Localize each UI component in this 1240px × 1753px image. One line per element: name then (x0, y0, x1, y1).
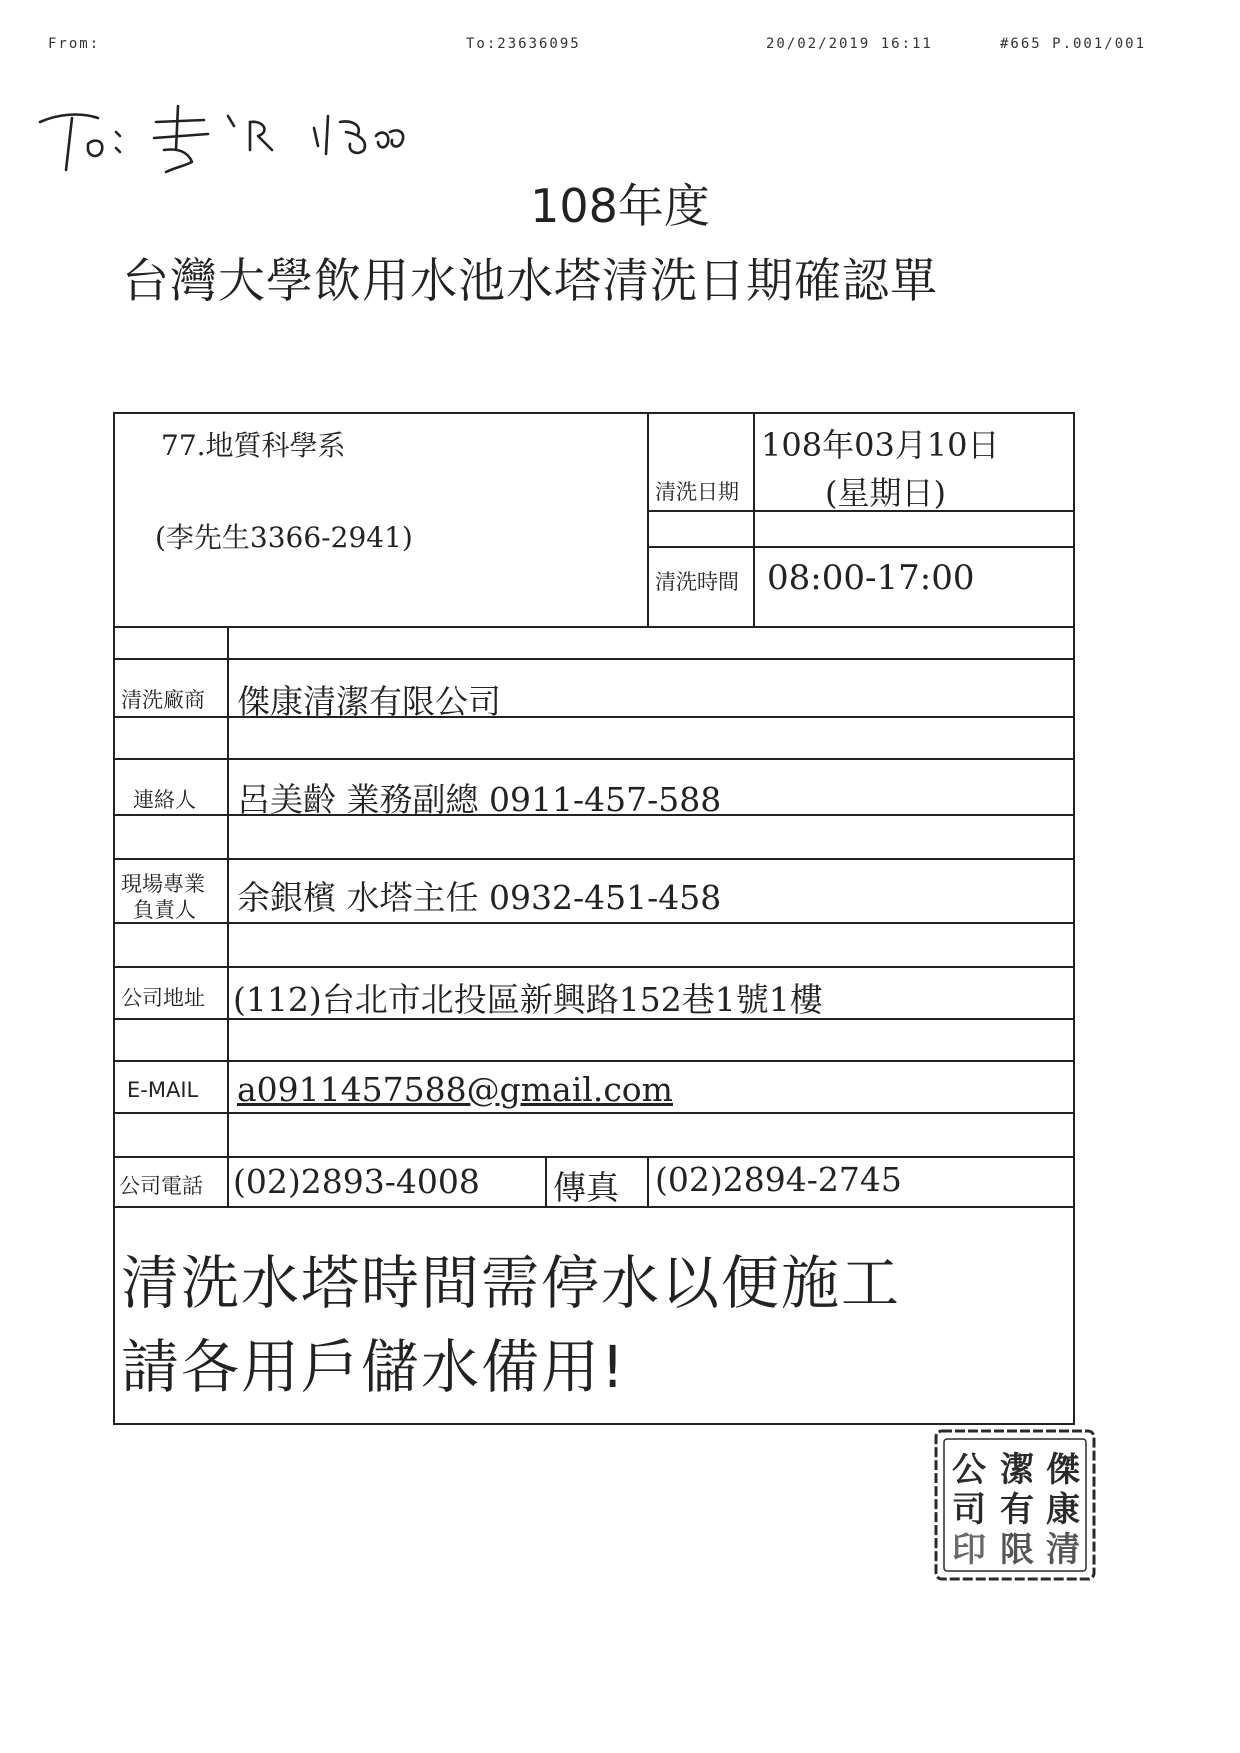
department-name: 77.地質科學系 (161, 429, 346, 462)
notice-line-2: 請各用戶儲水備用! (121, 1333, 627, 1401)
wash-time-label: 清洗時間 (655, 570, 739, 594)
notice-line-1: 清洗水塔時間需停水以便施工 (121, 1249, 902, 1317)
divider-horizontal (647, 546, 1075, 548)
document-year: 108年度 (530, 179, 710, 233)
phone-value: (02)2893-4008 (233, 1162, 480, 1201)
contact-label: 連絡人 (133, 788, 196, 812)
fax-to: To:23636095 (466, 36, 581, 52)
divider-horizontal (115, 966, 1075, 968)
divider-vertical (545, 1156, 547, 1206)
phone-label: 公司電話 (119, 1174, 203, 1198)
fax-from: From: (48, 36, 101, 52)
document-title: 台灣大學飲用水池水塔清洗日期確認單 (122, 254, 938, 309)
onsite-manager-label-line2: 負責人 (133, 898, 196, 922)
divider-vertical (647, 1156, 649, 1206)
company-seal (930, 1425, 1100, 1585)
divider-horizontal (115, 658, 1075, 660)
divider-horizontal (115, 922, 1075, 924)
wash-date-weekday: (星期日) (825, 474, 946, 512)
divider-horizontal (115, 1156, 1075, 1158)
address-label: 公司地址 (121, 986, 205, 1010)
divider-horizontal (115, 1112, 1075, 1114)
svg-text:潔: 潔 (1000, 1450, 1034, 1490)
divider-horizontal (115, 858, 1075, 860)
svg-text:司: 司 (952, 1490, 986, 1530)
svg-text:清: 清 (1046, 1530, 1080, 1570)
fax-datetime: 20/02/2019 16:11 (766, 36, 933, 52)
svg-text:限: 限 (1000, 1530, 1034, 1570)
svg-text:有: 有 (1000, 1490, 1034, 1530)
contact-value: 呂美齡 業務副總 0911-457-588 (237, 780, 722, 819)
handwritten-note (28, 92, 448, 182)
email-label: E-MAIL (127, 1078, 199, 1102)
wash-time-value: 08:00-17:00 (767, 558, 975, 598)
wash-date-label: 清洗日期 (655, 480, 739, 504)
confirmation-form (113, 412, 1075, 1425)
wash-date-value: 108年03月10日 (761, 426, 1000, 464)
divider-horizontal (115, 758, 1075, 760)
email-value[interactable]: a0911457588@gmail.com (237, 1070, 673, 1109)
svg-text:印: 印 (952, 1530, 986, 1570)
onsite-manager-value: 余銀檳 水塔主任 0932-451-458 (237, 878, 722, 917)
svg-text:康: 康 (1046, 1490, 1080, 1530)
divider-vertical (753, 414, 755, 626)
svg-text:傑: 傑 (1046, 1450, 1080, 1490)
onsite-manager-label-line1: 現場專業 (121, 872, 205, 896)
divider-horizontal (115, 1060, 1075, 1062)
divider-vertical (647, 414, 649, 626)
vendor-label: 清洗廠商 (121, 688, 205, 712)
fax-value: (02)2894-2745 (655, 1160, 902, 1199)
department-contact: (李先生3366-2941) (155, 521, 413, 554)
fax-page-number: #665 P.001/001 (1000, 36, 1147, 52)
address-value: (112)台北市北投區新興路152巷1號1樓 (233, 980, 823, 1019)
divider-horizontal (115, 626, 1075, 628)
divider-vertical (227, 626, 229, 1206)
vendor-value: 傑康清潔有限公司 (237, 682, 501, 721)
svg-text:公: 公 (952, 1450, 986, 1490)
fax-label: 傳真 (553, 1168, 619, 1207)
